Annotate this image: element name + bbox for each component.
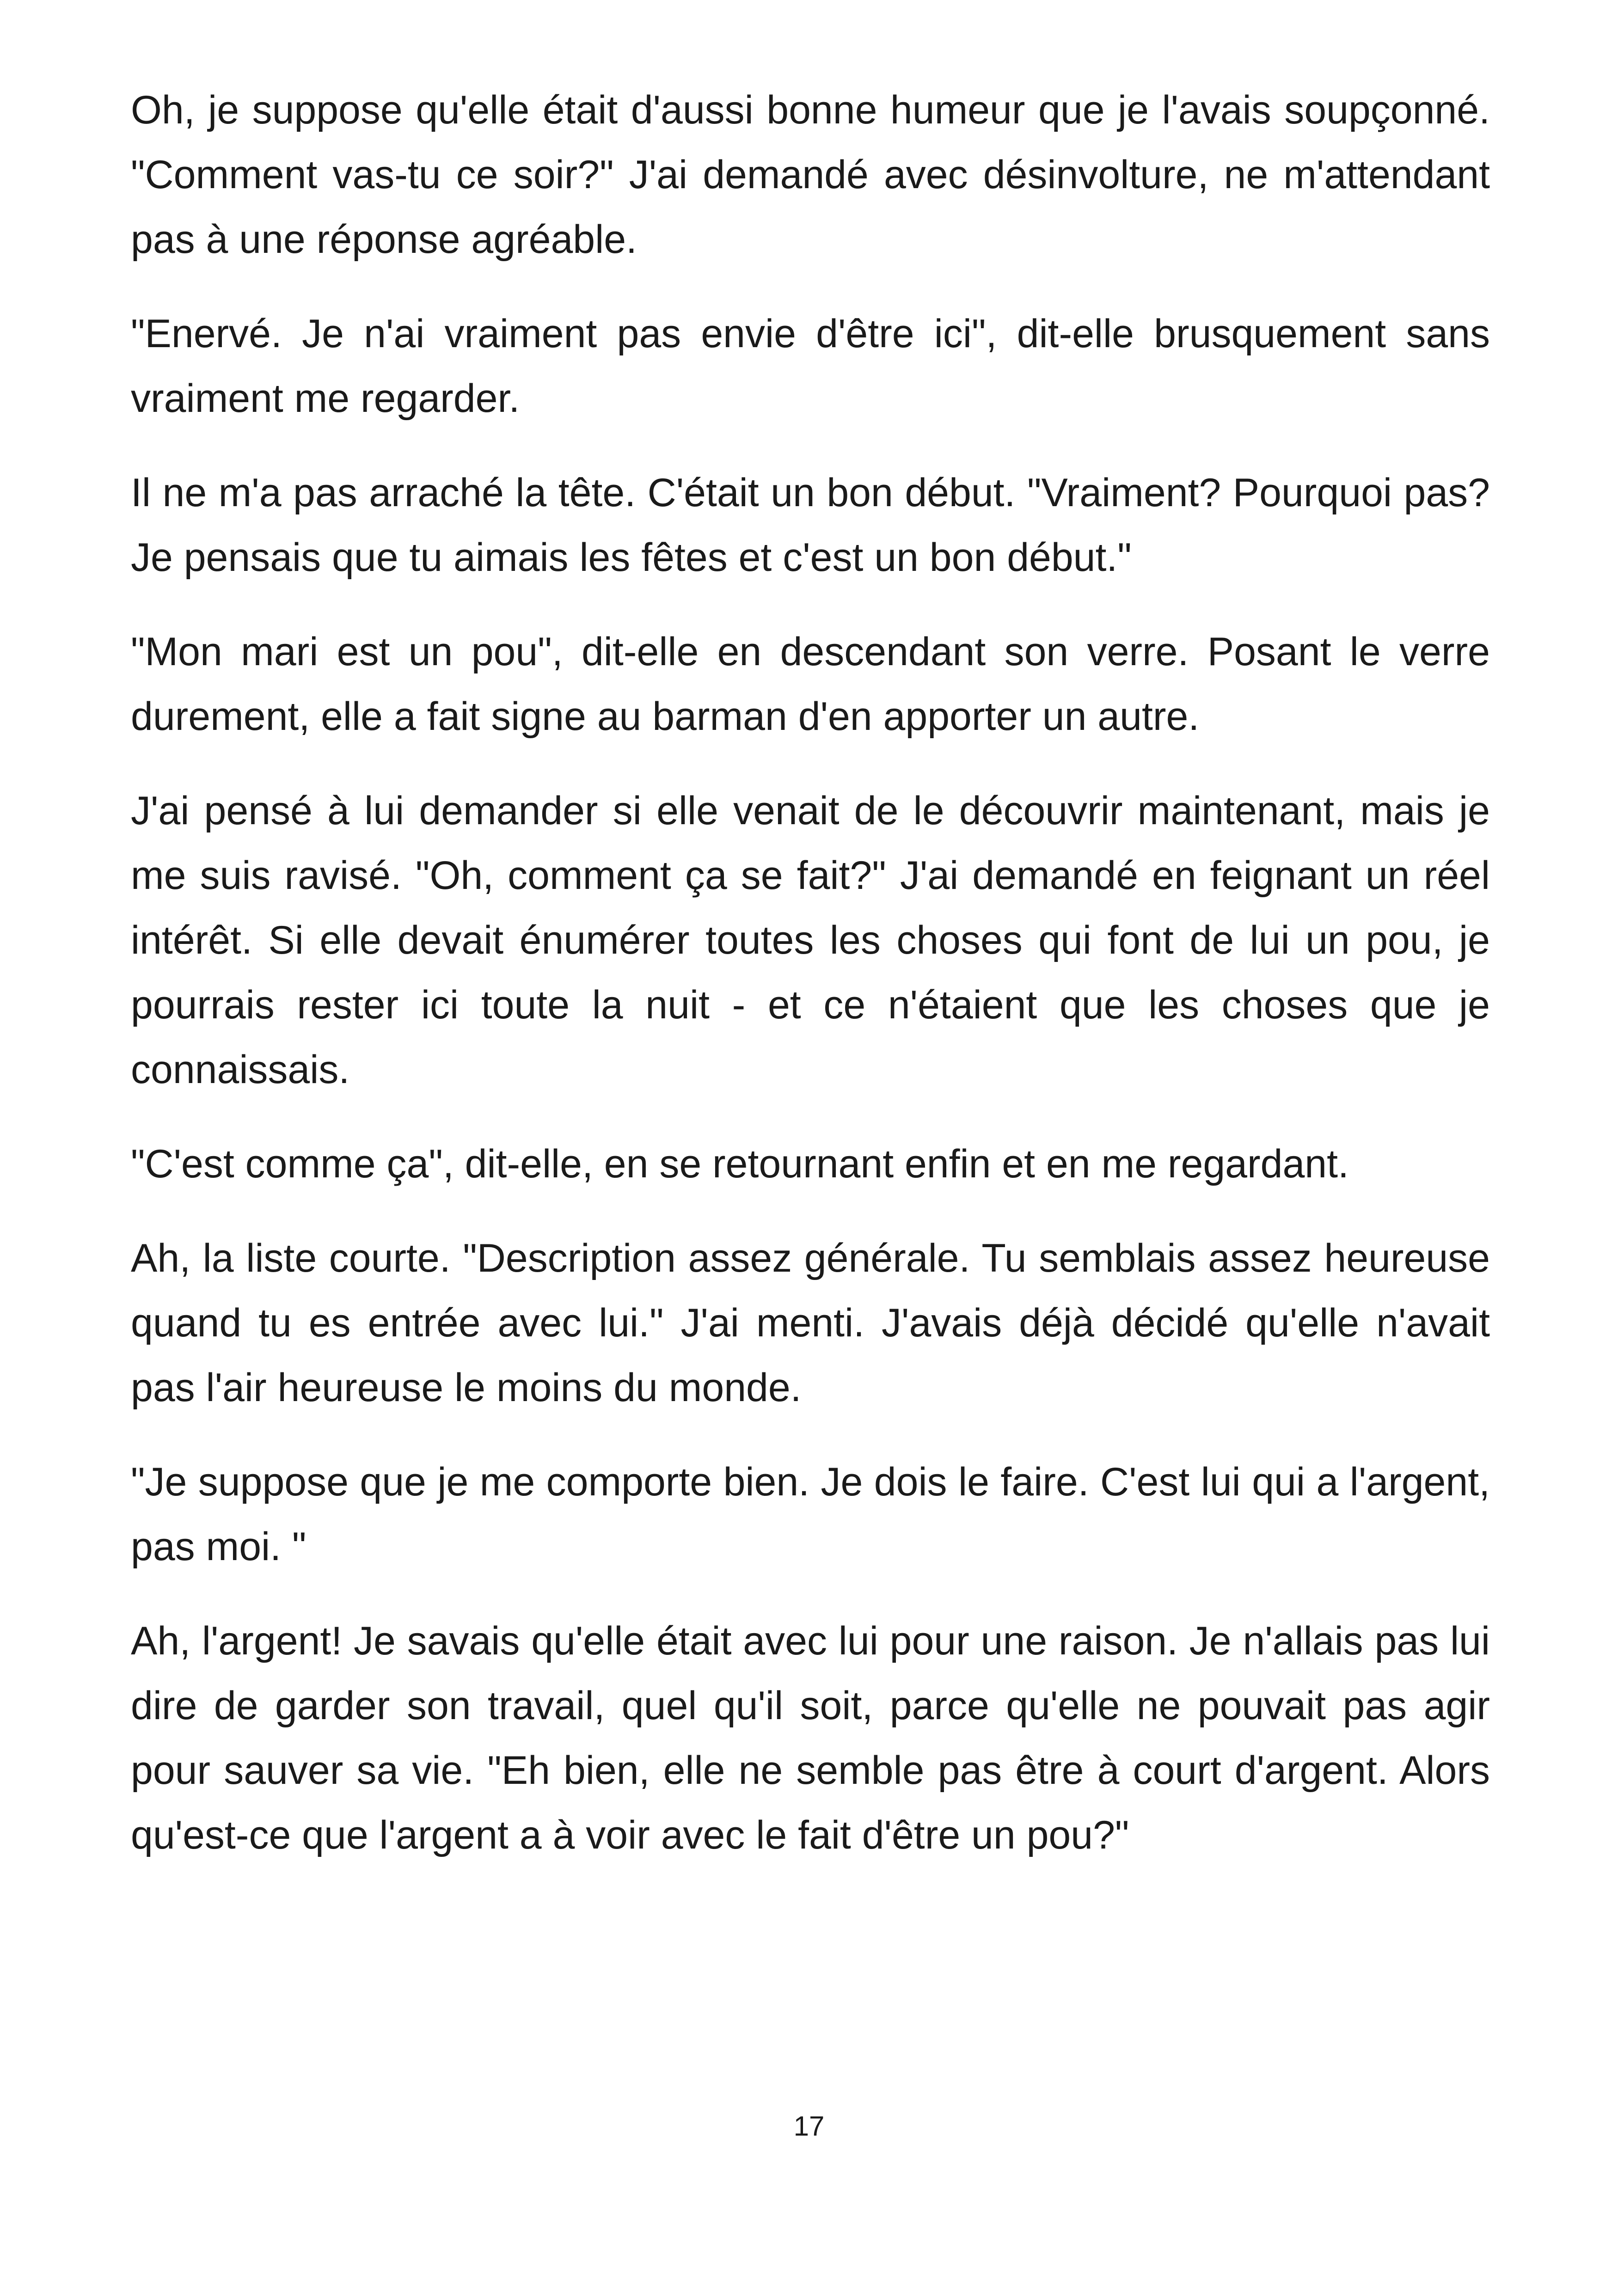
paragraph-6: "C'est comme ça", dit-elle, en se retournant enfin et en me regardant. xyxy=(131,1142,1349,1186)
paragraph-7: Ah, la liste courte. "Description assez générale. Tu semblais assez heureuse quand tu es entrée avec lui." J'ai menti. J'avais déjà décidé qu'elle n'avait pas l'air heureuse le moins du monde. xyxy=(131,1236,1490,1410)
body-text xyxy=(131,78,1490,1897)
paragraph-3: Il ne m'a pas arraché la tête. C'était un bon début. "Vraiment? Pourquoi pas? Je pensais que tu aimais les fêtes et c'est un bon début." xyxy=(131,471,1490,580)
paragraph-5: J'ai pensé à lui demander si elle venait de le découvrir maintenant, mais je me suis ravisé. "Oh, comment ça se fait?" J'ai demandé en feignant un réel intérêt. Si elle devait énumérer toutes les choses qui font de lui un pou, je pourrais rester ici toute la nuit - et ce n'étaient que les choses que je connaissais. xyxy=(131,789,1490,1092)
paragraph-8: "Je suppose que je me comporte bien. Je dois le faire. C'est lui qui a l'argent, pas moi. " xyxy=(131,1460,1490,1569)
page-number: 17 xyxy=(793,2111,825,2142)
paragraph-9: Ah, l'argent! Je savais qu'elle était avec lui pour une raison. Je n'allais pas lui dire de garder son travail, quel qu'il soit, parce qu'elle ne pouvait pas agir pour sauver sa vie. "Eh bien, elle ne semble pas être à court d'argent. Alors qu'est-ce que l'argent a à voir avec le fait d'être un pou?" xyxy=(131,1619,1490,1857)
paragraph-2: "Enervé. Je n'ai vraiment pas envie d'être ici", dit-elle brusquement sans vraiment me regarder. xyxy=(131,312,1490,421)
paragraph-4: "Mon mari est un pou", dit-elle en descendant son verre. Posant le verre durement, elle a fait signe au barman d'en apporter un autre. xyxy=(131,630,1490,739)
paragraph-1: Oh, je suppose qu'elle était d'aussi bonne humeur que je l'avais soupçonné. "Comment vas-tu ce soir?" J'ai demandé avec désinvolture, ne m'attendant pas à une réponse agréable. xyxy=(131,88,1490,262)
